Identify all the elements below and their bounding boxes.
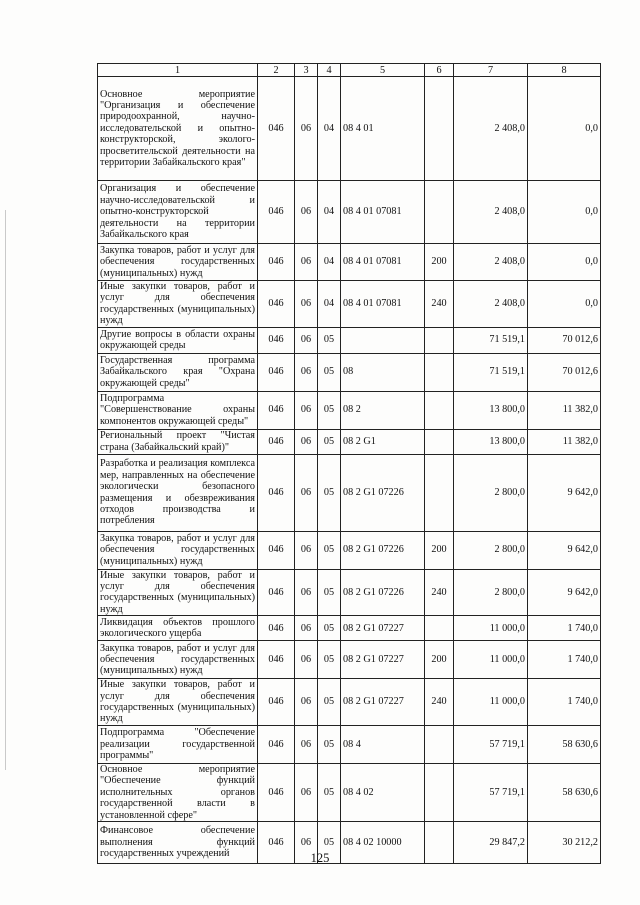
row-name: Иные закупки товаров, работ и услуг для обеспечения государственных (муниципальных) нужд — [98, 569, 258, 616]
row-section: 06 — [295, 77, 318, 181]
header-cell: 2 — [258, 64, 295, 77]
row-amount-year-1: 2 408,0 — [454, 281, 528, 328]
row-ministry-code: 046 — [258, 391, 295, 429]
row-subsection: 05 — [318, 531, 341, 569]
row-amount-year-2: 30 212,2 — [528, 821, 601, 863]
table-row — [98, 429, 601, 454]
row-name: Финансовое обеспечение выполнения функций государственных учреждений — [98, 821, 258, 863]
row-section: 06 — [295, 821, 318, 863]
row-amount-year-1: 71 519,1 — [454, 353, 528, 391]
row-expense-type — [425, 454, 454, 531]
row-ministry-code: 046 — [258, 353, 295, 391]
row-section: 06 — [295, 763, 318, 821]
table-row — [98, 244, 601, 281]
row-target-article: 08 2 G1 — [341, 429, 425, 454]
scan-edge-line — [5, 210, 6, 770]
row-target-article: 08 2 G1 07226 — [341, 454, 425, 531]
table-row — [98, 281, 601, 328]
row-subsection: 04 — [318, 244, 341, 281]
table-row — [98, 353, 601, 391]
row-subsection: 05 — [318, 569, 341, 616]
row-amount-year-2: 1 740,0 — [528, 641, 601, 679]
row-target-article: 08 2 G1 07227 — [341, 641, 425, 679]
row-amount-year-1: 11 000,0 — [454, 616, 528, 641]
row-amount-year-1: 2 408,0 — [454, 77, 528, 181]
row-section: 06 — [295, 616, 318, 641]
row-amount-year-2: 1 740,0 — [528, 679, 601, 726]
row-subsection: 04 — [318, 281, 341, 328]
row-amount-year-1: 13 800,0 — [454, 429, 528, 454]
row-name: Другие вопросы в области охраны окружающей среды — [98, 327, 258, 353]
row-section: 06 — [295, 429, 318, 454]
row-target-article: 08 4 01 07081 — [341, 244, 425, 281]
row-amount-year-2: 58 630,6 — [528, 763, 601, 821]
row-ministry-code: 046 — [258, 181, 295, 244]
header-cell: 8 — [528, 64, 601, 77]
row-subsection: 05 — [318, 454, 341, 531]
row-amount-year-2: 0,0 — [528, 77, 601, 181]
row-expense-type: 240 — [425, 679, 454, 726]
row-expense-type — [425, 763, 454, 821]
table-row — [98, 77, 601, 181]
row-name: Закупка товаров, работ и услуг для обеспечения государственных (муниципальных) нужд — [98, 641, 258, 679]
row-expense-type — [425, 353, 454, 391]
row-section: 06 — [295, 391, 318, 429]
row-target-article: 08 2 G1 07227 — [341, 679, 425, 726]
row-section: 06 — [295, 281, 318, 328]
row-target-article: 08 4 01 07081 — [341, 281, 425, 328]
row-expense-type: 200 — [425, 641, 454, 679]
row-subsection: 05 — [318, 641, 341, 679]
row-amount-year-1: 71 519,1 — [454, 327, 528, 353]
header-cell: 1 — [98, 64, 258, 77]
row-subsection: 05 — [318, 725, 341, 763]
row-amount-year-2: 9 642,0 — [528, 531, 601, 569]
budget-table — [97, 63, 601, 864]
row-ministry-code: 046 — [258, 244, 295, 281]
row-target-article: 08 4 01 — [341, 77, 425, 181]
table-row — [98, 569, 601, 616]
row-ministry-code: 046 — [258, 77, 295, 181]
row-ministry-code: 046 — [258, 821, 295, 863]
row-amount-year-1: 11 000,0 — [454, 679, 528, 726]
row-subsection: 05 — [318, 429, 341, 454]
row-amount-year-1: 2 800,0 — [454, 531, 528, 569]
row-name: Региональный проект "Чистая страна (Забайкальский край)" — [98, 429, 258, 454]
table-row — [98, 763, 601, 821]
table-row — [98, 641, 601, 679]
row-amount-year-2: 70 012,6 — [528, 327, 601, 353]
row-subsection: 05 — [318, 391, 341, 429]
row-ministry-code: 046 — [258, 725, 295, 763]
row-target-article: 08 — [341, 353, 425, 391]
table-row — [98, 679, 601, 726]
row-subsection: 05 — [318, 616, 341, 641]
row-ministry-code: 046 — [258, 531, 295, 569]
row-section: 06 — [295, 327, 318, 353]
row-name: Организация и обеспечение научно-исследовательской и опытно-конструкторской деятельности на территории Забайкальского края — [98, 181, 258, 244]
row-name: Закупка товаров, работ и услуг для обеспечения государственных (муниципальных) нужд — [98, 244, 258, 281]
row-target-article — [341, 327, 425, 353]
row-amount-year-2: 9 642,0 — [528, 569, 601, 616]
row-expense-type — [425, 725, 454, 763]
row-expense-type: 240 — [425, 281, 454, 328]
row-expense-type: 240 — [425, 569, 454, 616]
row-target-article: 08 2 G1 07226 — [341, 531, 425, 569]
row-name: Подпрограмма "Обеспечение реализации государственной программы" — [98, 725, 258, 763]
table-row — [98, 616, 601, 641]
row-name: Подпрограмма "Совершенствование охраны компонентов окружающей среды" — [98, 391, 258, 429]
row-amount-year-1: 13 800,0 — [454, 391, 528, 429]
row-section: 06 — [295, 181, 318, 244]
row-amount-year-2: 11 382,0 — [528, 429, 601, 454]
row-subsection: 05 — [318, 763, 341, 821]
table-row — [98, 391, 601, 429]
row-target-article: 08 4 02 10000 — [341, 821, 425, 863]
row-target-article: 08 4 01 07081 — [341, 181, 425, 244]
row-expense-type — [425, 181, 454, 244]
row-name: Основное мероприятие "Организация и обеспечение природоохранной, научно-исследовательской и опытно-конструкторской, эколого-просветительской деятельности на территории Забайкальского края" — [98, 77, 258, 181]
row-name: Иные закупки товаров, работ и услуг для обеспечения государственных (муниципальных) нужд — [98, 679, 258, 726]
row-expense-type — [425, 616, 454, 641]
row-expense-type — [425, 391, 454, 429]
row-amount-year-1: 2 800,0 — [454, 569, 528, 616]
table-row — [98, 327, 601, 353]
row-target-article: 08 2 G1 07227 — [341, 616, 425, 641]
table-row — [98, 454, 601, 531]
row-amount-year-2: 0,0 — [528, 244, 601, 281]
row-name: Закупка товаров, работ и услуг для обеспечения государственных (муниципальных) нужд — [98, 531, 258, 569]
row-amount-year-1: 57 719,1 — [454, 763, 528, 821]
row-name: Основное мероприятие "Обеспечение функций исполнительных органов государственной власти в установленной сфере" — [98, 763, 258, 821]
row-amount-year-2: 58 630,6 — [528, 725, 601, 763]
row-amount-year-2: 11 382,0 — [528, 391, 601, 429]
row-subsection: 04 — [318, 77, 341, 181]
row-section: 06 — [295, 353, 318, 391]
row-section: 06 — [295, 725, 318, 763]
row-amount-year-2: 0,0 — [528, 181, 601, 244]
row-ministry-code: 046 — [258, 327, 295, 353]
row-subsection: 05 — [318, 679, 341, 726]
row-subsection: 04 — [318, 181, 341, 244]
row-section: 06 — [295, 641, 318, 679]
row-target-article: 08 4 02 — [341, 763, 425, 821]
row-amount-year-1: 57 719,1 — [454, 725, 528, 763]
row-name: Иные закупки товаров, работ и услуг для обеспечения государственных (муниципальных) нужд — [98, 281, 258, 328]
row-expense-type — [425, 77, 454, 181]
row-amount-year-1: 29 847,2 — [454, 821, 528, 863]
row-ministry-code: 046 — [258, 616, 295, 641]
header-cell: 3 — [295, 64, 318, 77]
row-amount-year-1: 2 408,0 — [454, 181, 528, 244]
row-name: Государственная программа Забайкальского края "Охрана окружающей среды" — [98, 353, 258, 391]
row-section: 06 — [295, 244, 318, 281]
table-row — [98, 531, 601, 569]
page-number: 125 — [310, 851, 330, 865]
row-section: 06 — [295, 679, 318, 726]
row-subsection: 05 — [318, 353, 341, 391]
row-amount-year-1: 11 000,0 — [454, 641, 528, 679]
table-header-row — [98, 64, 601, 77]
table-row — [98, 181, 601, 244]
row-subsection: 05 — [318, 821, 341, 863]
row-name: Разработка и реализация комплекса мер, направленных на обеспечение экологически безопасного размещения и обезвреживания отходов производства и потребления — [98, 454, 258, 531]
row-target-article: 08 2 G1 07226 — [341, 569, 425, 616]
row-ministry-code: 046 — [258, 641, 295, 679]
row-ministry-code: 046 — [258, 454, 295, 531]
header-cell: 5 — [341, 64, 425, 77]
row-ministry-code: 046 — [258, 281, 295, 328]
row-amount-year-1: 2 408,0 — [454, 244, 528, 281]
row-name: Ликвидация объектов прошлого экологического ущерба — [98, 616, 258, 641]
row-ministry-code: 046 — [258, 569, 295, 616]
row-section: 06 — [295, 569, 318, 616]
header-cell: 7 — [454, 64, 528, 77]
row-amount-year-2: 9 642,0 — [528, 454, 601, 531]
row-expense-type — [425, 327, 454, 353]
row-ministry-code: 046 — [258, 679, 295, 726]
row-amount-year-2: 70 012,6 — [528, 353, 601, 391]
row-ministry-code: 046 — [258, 429, 295, 454]
row-expense-type: 200 — [425, 244, 454, 281]
row-ministry-code: 046 — [258, 763, 295, 821]
row-amount-year-1: 2 800,0 — [454, 454, 528, 531]
header-cell: 6 — [425, 64, 454, 77]
row-section: 06 — [295, 454, 318, 531]
header-cell: 4 — [318, 64, 341, 77]
row-amount-year-2: 0,0 — [528, 281, 601, 328]
table-row — [98, 725, 601, 763]
row-section: 06 — [295, 531, 318, 569]
row-amount-year-2: 1 740,0 — [528, 616, 601, 641]
row-target-article: 08 2 — [341, 391, 425, 429]
row-expense-type — [425, 429, 454, 454]
row-subsection: 05 — [318, 327, 341, 353]
row-target-article: 08 4 — [341, 725, 425, 763]
row-expense-type: 200 — [425, 531, 454, 569]
